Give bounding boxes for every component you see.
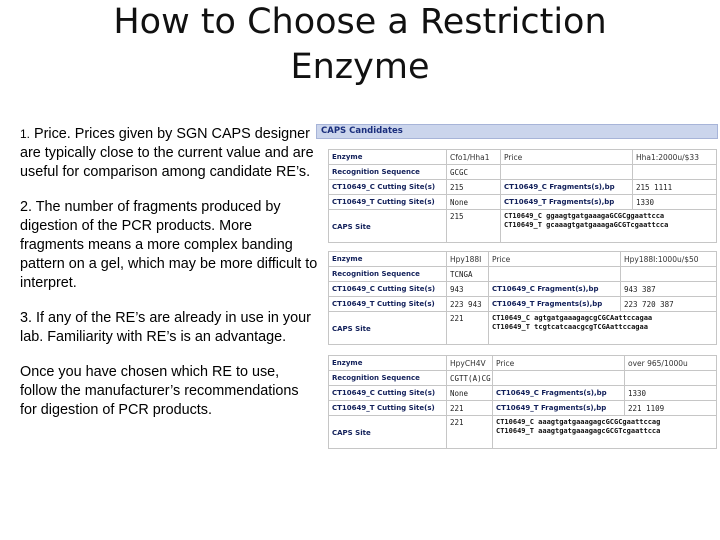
sequence-t: CT10649_T aaagtgatgaaagagcGCGTcgaattcca bbox=[496, 427, 661, 435]
title-line-1: How to Choose a Restriction bbox=[113, 2, 607, 42]
enzyme-label: Enzyme bbox=[329, 150, 447, 165]
title-line-2: Enzyme bbox=[290, 47, 430, 87]
c-fragments-label: CT10649_C Fragments(s),bp bbox=[493, 386, 625, 401]
recognition-label: Recognition Sequence bbox=[329, 267, 447, 282]
table-row bbox=[329, 282, 717, 297]
paragraph-fragments: 2. The number of fragments produced by digestion of the PCR products. More fragments means a more complex banding pattern on a gel, which may be more difficult to interpret. bbox=[20, 199, 318, 291]
t-fragments-label: CT10649_T Fragments(s),bp bbox=[501, 195, 633, 210]
sequence-t: CT10649_T gcaaagtgatgaaagaGCGTcgaattcca bbox=[504, 221, 669, 229]
caps-site-number: 221 bbox=[447, 312, 489, 345]
caps-site-label: CAPS Site bbox=[329, 210, 447, 243]
caps-site-sequences bbox=[501, 210, 717, 243]
t-fragments-value: 223 720 387 bbox=[621, 297, 717, 312]
table-row bbox=[329, 195, 717, 210]
t-sites-value: 223 943 bbox=[447, 297, 489, 312]
enzyme-label: Enzyme bbox=[329, 252, 447, 267]
paragraph-price-number: 1. bbox=[20, 127, 31, 141]
t-fragments-label: CT10649_T Fragments(s),bp bbox=[489, 297, 621, 312]
c-sites-label: CT10649_C Cutting Site(s) bbox=[329, 180, 447, 195]
c-fragments-label: CT10649_C Fragment(s),bp bbox=[489, 282, 621, 297]
t-sites-label: CT10649_T Cutting Site(s) bbox=[329, 297, 447, 312]
caps-site-number: 215 bbox=[447, 210, 501, 243]
price-value: Hha1:2000u/$33 bbox=[633, 150, 717, 165]
paragraph-price bbox=[20, 125, 318, 182]
paragraph-familiarity: 3. If any of the RE’s are already in use in your lab. Familiarity with RE’s is an advantage. bbox=[20, 310, 311, 345]
price-value: Hpy188I:1000u/$50 bbox=[621, 252, 717, 267]
caps-screenshot bbox=[316, 124, 718, 449]
paragraph-digestion: Once you have chosen which RE to use, follow the manufacturer’s recommendations for digestion of PCR products. bbox=[20, 364, 299, 418]
enzyme-name: Hpy188I bbox=[447, 252, 489, 267]
t-fragments-value: 1330 bbox=[633, 195, 717, 210]
table-row bbox=[329, 297, 717, 312]
recognition-value: TCNGA bbox=[447, 267, 489, 282]
table-row bbox=[329, 252, 717, 267]
t-fragments-label: CT10649_T Fragments(s),bp bbox=[493, 401, 625, 416]
enzyme-label: Enzyme bbox=[329, 356, 447, 371]
table-row bbox=[329, 210, 717, 243]
c-sites-label: CT10649_C Cutting Site(s) bbox=[329, 282, 447, 297]
caps-site-sequences bbox=[493, 416, 717, 449]
caps-site-label: CAPS Site bbox=[329, 416, 447, 449]
table-row bbox=[329, 180, 717, 195]
t-fragments-value: 221 1109 bbox=[625, 401, 717, 416]
table-row bbox=[329, 371, 717, 386]
c-fragments-label: CT10649_C Fragments(s),bp bbox=[501, 180, 633, 195]
enzyme-name: Cfo1/Hha1 bbox=[447, 150, 501, 165]
table-row bbox=[329, 416, 717, 449]
enzyme-table-3 bbox=[328, 355, 717, 449]
table-row bbox=[329, 165, 717, 180]
table-row bbox=[329, 386, 717, 401]
recognition-label: Recognition Sequence bbox=[329, 165, 447, 180]
recognition-value: GCGC bbox=[447, 165, 501, 180]
t-sites-value: 221 bbox=[447, 401, 493, 416]
c-sites-label: CT10649_C Cutting Site(s) bbox=[329, 386, 447, 401]
c-sites-value: 943 bbox=[447, 282, 489, 297]
t-sites-value: None bbox=[447, 195, 501, 210]
caps-candidates-header: CAPS Candidates bbox=[316, 124, 718, 139]
t-sites-label: CT10649_T Cutting Site(s) bbox=[329, 401, 447, 416]
c-sites-value: None bbox=[447, 386, 493, 401]
body-text bbox=[20, 125, 318, 436]
table-row bbox=[329, 312, 717, 345]
paragraph-price-text: Price. Prices given by SGN CAPS designer are typically close to the current value and are useful for comparison among candidate RE’s. bbox=[20, 126, 314, 180]
sequence-c: CT10649_C agtgatgaaagagcgCGCAattccagaa bbox=[492, 314, 653, 322]
sequence-c: CT10649_C aaagtgatgaaagagcGCGCgaattccag bbox=[496, 418, 661, 426]
t-sites-label: CT10649_T Cutting Site(s) bbox=[329, 195, 447, 210]
sequence-c: CT10649_C ggaagtgatgaaagaGCGCggaattcca bbox=[504, 212, 665, 220]
caps-site-number: 221 bbox=[447, 416, 493, 449]
price-label: Price bbox=[493, 356, 625, 371]
c-sites-value: 215 bbox=[447, 180, 501, 195]
price-value: over 965/1000u bbox=[625, 356, 717, 371]
table-row bbox=[329, 150, 717, 165]
recognition-value: CGTT(A)CG bbox=[447, 371, 493, 386]
enzyme-table-2 bbox=[328, 251, 717, 345]
c-fragments-value: 1330 bbox=[625, 386, 717, 401]
caps-site-sequences bbox=[489, 312, 717, 345]
enzyme-table-1 bbox=[328, 149, 717, 243]
recognition-label: Recognition Sequence bbox=[329, 371, 447, 386]
price-label: Price bbox=[489, 252, 621, 267]
c-fragments-value: 943 387 bbox=[621, 282, 717, 297]
sequence-t: CT10649_T tcgtcatcaacgcgTCGAattccagaa bbox=[492, 323, 648, 331]
table-row bbox=[329, 356, 717, 371]
price-label: Price bbox=[501, 150, 633, 165]
table-row bbox=[329, 267, 717, 282]
slide-title bbox=[0, 0, 720, 90]
table-row bbox=[329, 401, 717, 416]
caps-site-label: CAPS Site bbox=[329, 312, 447, 345]
enzyme-name: HpyCH4V bbox=[447, 356, 493, 371]
c-fragments-value: 215 1111 bbox=[633, 180, 717, 195]
